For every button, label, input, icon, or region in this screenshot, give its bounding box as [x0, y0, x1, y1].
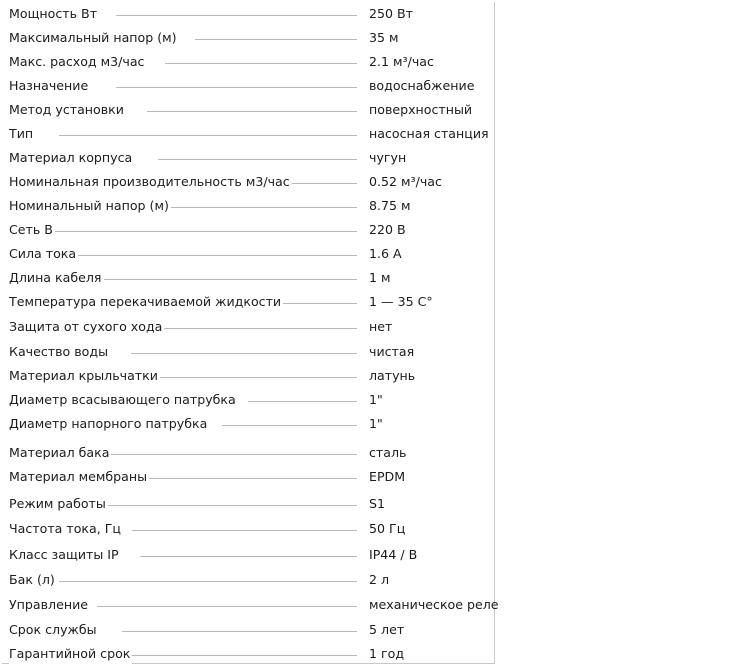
- leader-line: [158, 159, 357, 160]
- leader-line: [104, 279, 357, 280]
- spec-label: Номинальный напор (м): [9, 196, 171, 216]
- leader-line: [222, 425, 357, 426]
- spec-row: [0, 620, 494, 640]
- spec-value: 5 лет: [369, 622, 405, 637]
- spec-row: [0, 76, 494, 96]
- spec-value: 0.52 м³/час: [369, 174, 442, 189]
- spec-value: механическое реле: [369, 597, 499, 612]
- spec-value: 8.75 м: [369, 198, 411, 213]
- leader-line: [275, 303, 357, 304]
- spec-value: чугун: [369, 150, 407, 165]
- spec-value: EPDM: [369, 469, 406, 484]
- spec-row: [0, 644, 494, 664]
- spec-label: Назначение: [9, 76, 90, 96]
- leader-line: [105, 454, 357, 455]
- spec-label: Номинальная производительность м3/час: [9, 172, 292, 192]
- spec-label: Макс. расход м3/час: [9, 52, 146, 72]
- spec-label: Частота тока, Гц: [9, 519, 123, 539]
- spec-value: 1 м: [369, 270, 391, 285]
- leader-line: [165, 63, 357, 64]
- spec-label: Качество воды: [9, 342, 110, 362]
- leader-line: [145, 478, 357, 479]
- spec-value: поверхностный: [369, 102, 473, 117]
- spec-label: Материал корпуса: [9, 148, 134, 168]
- spec-label: Гарантийной срок: [9, 644, 132, 664]
- spec-label: Сеть В: [9, 220, 55, 240]
- leader-line: [76, 255, 357, 256]
- leader-line: [132, 530, 357, 531]
- leader-line: [59, 135, 357, 136]
- spec-value: IP44 / B: [369, 547, 418, 562]
- spec-label: Диаметр всасывающего патрубка: [9, 390, 238, 410]
- spec-label: Длина кабеля: [9, 268, 104, 288]
- spec-row: [0, 317, 494, 337]
- spec-row: [0, 124, 494, 144]
- leader-line: [171, 207, 357, 208]
- spec-value: 1 год: [369, 646, 405, 661]
- spec-value: чистая: [369, 344, 415, 359]
- spec-label: Бак (л): [9, 570, 57, 590]
- spec-row: [0, 100, 494, 120]
- leader-line: [140, 556, 357, 557]
- spec-label: Метод установки: [9, 100, 126, 120]
- spec-row: [0, 494, 494, 514]
- spec-row: [0, 268, 494, 288]
- leader-line: [116, 15, 357, 16]
- spec-row: [0, 4, 494, 24]
- spec-label: Мощность Вт: [9, 4, 99, 24]
- spec-row: [0, 342, 494, 362]
- spec-value: сталь: [369, 445, 407, 460]
- spec-value: 2.1 м³/час: [369, 54, 434, 69]
- spec-label: Управление: [9, 595, 90, 615]
- spec-value: 250 Вт: [369, 6, 414, 21]
- spec-label: Материал бака: [9, 443, 111, 463]
- leader-line: [290, 183, 357, 184]
- spec-value: водоснабжение: [369, 78, 475, 93]
- spec-row: [0, 390, 494, 410]
- leader-line: [147, 111, 357, 112]
- spec-row: [0, 220, 494, 240]
- spec-value: 1 — 35 C°: [369, 294, 433, 309]
- leader-line: [108, 505, 357, 506]
- spec-row: [0, 172, 494, 192]
- spec-label: Срок службы: [9, 620, 99, 640]
- leader-line: [131, 353, 357, 354]
- spec-row: [0, 52, 494, 72]
- spec-row: [0, 570, 494, 590]
- spec-row: [0, 467, 494, 487]
- spec-value: насосная станция: [369, 126, 489, 141]
- leader-line: [156, 328, 357, 329]
- spec-value: 50 Гц: [369, 521, 406, 536]
- spec-value: 1.6 А: [369, 246, 402, 261]
- spec-row: [0, 292, 494, 312]
- spec-row: [0, 366, 494, 386]
- spec-label: Материал крыльчатки: [9, 366, 160, 386]
- spec-row: [0, 443, 494, 463]
- spec-row: [0, 28, 494, 48]
- leader-line: [157, 377, 357, 378]
- leader-line: [129, 655, 357, 656]
- spec-label: Максимальный напор (м): [9, 28, 179, 48]
- spec-row: [0, 244, 494, 264]
- leader-line: [248, 401, 357, 402]
- leader-line: [116, 87, 357, 88]
- spec-label: Защита от сухого хода: [9, 317, 164, 337]
- spec-value: S1: [369, 496, 386, 511]
- spec-label: Тип: [9, 124, 35, 144]
- spec-value: 2 л: [369, 572, 390, 587]
- spec-value: нет: [369, 319, 393, 334]
- spec-label: Материал мембраны: [9, 467, 149, 487]
- spec-row: [0, 545, 494, 565]
- spec-label: Диаметр напорного патрубка: [9, 414, 209, 434]
- leader-line: [55, 231, 357, 232]
- spec-row: [0, 519, 494, 539]
- spec-row: [0, 196, 494, 216]
- spec-label: Сила тока: [9, 244, 78, 264]
- spec-value: 1": [369, 392, 383, 407]
- leader-line: [122, 631, 357, 632]
- leader-line: [195, 39, 357, 40]
- spec-value: 1": [369, 416, 383, 431]
- leader-line: [59, 581, 357, 582]
- spec-label: Температура перекачиваемой жидкости: [9, 292, 283, 312]
- spec-label: Режим работы: [9, 494, 108, 514]
- leader-line: [97, 606, 357, 607]
- spec-value: 35 м: [369, 30, 399, 45]
- spec-label: Класс защиты IP: [9, 545, 121, 565]
- spec-row: [0, 595, 499, 615]
- spec-row: [0, 148, 494, 168]
- spec-value: латунь: [369, 368, 416, 383]
- spec-row: [0, 414, 494, 434]
- spec-value: 220 В: [369, 222, 406, 237]
